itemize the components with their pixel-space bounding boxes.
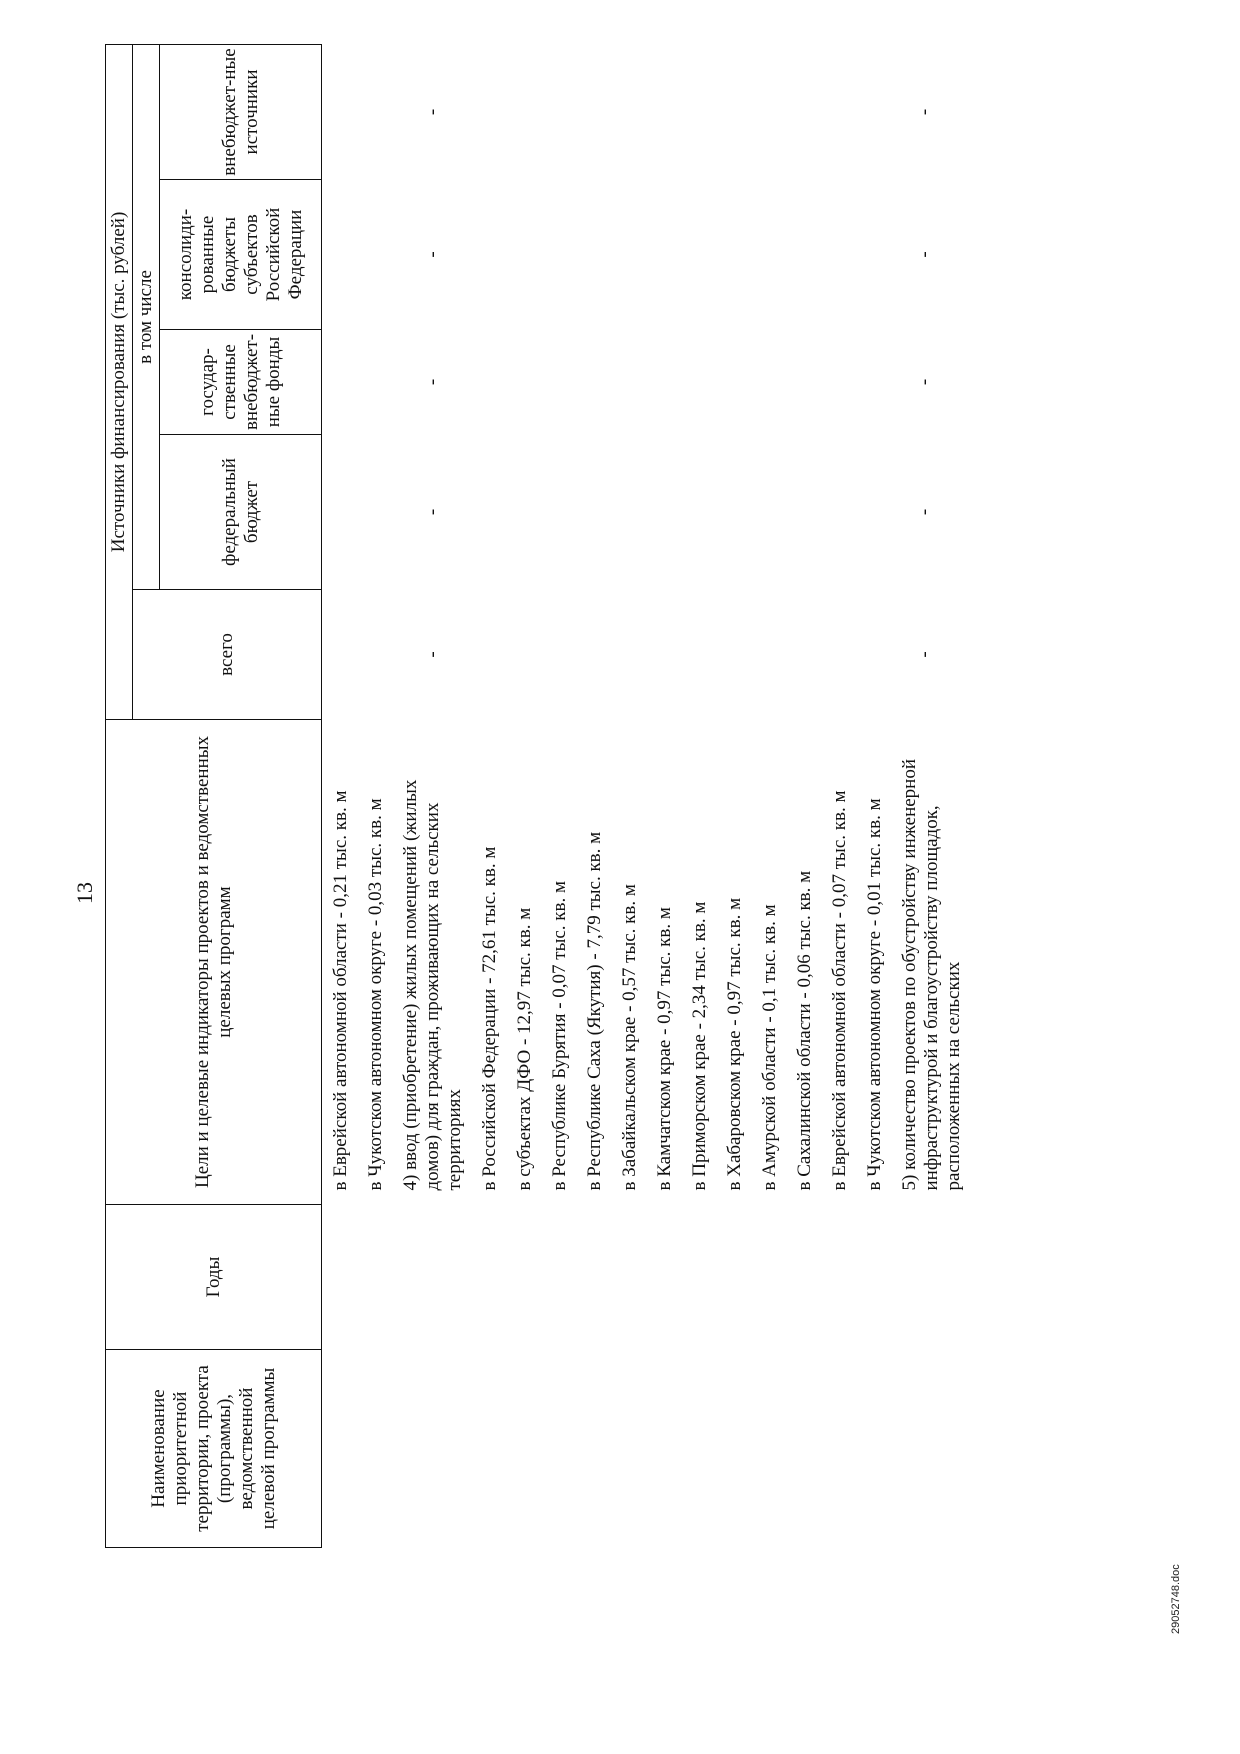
consolidated-cell xyxy=(322,180,979,330)
header-years: Годы xyxy=(106,1205,322,1350)
dash-value: - xyxy=(422,651,443,658)
federal-cell xyxy=(322,435,979,590)
goal-row: 4) ввод (приобретение) жилых помещений (жилых домов) для граждан, проживающих на сельских территориях xyxy=(400,779,465,1191)
dash-value: - xyxy=(422,378,443,386)
document-filename: 29052748.doc xyxy=(1170,1564,1182,1634)
total-cell xyxy=(322,590,979,720)
page-number: 13 xyxy=(72,882,97,904)
dash-value: - xyxy=(914,251,935,258)
dash-value: - xyxy=(914,651,935,658)
goal-row: в Республике Саха (Якутия) - 7,79 тыс. кв. м xyxy=(584,831,605,1191)
goal-row: 5) количество проектов по обустройству инженерной инфраструктурой и благоустройству площадок, расположенных на сельских xyxy=(899,758,964,1191)
goal-row: в Приморском крае - 2,34 тыс. кв. м xyxy=(689,901,710,1191)
goals-cell xyxy=(322,720,979,1205)
gov-funds-cell xyxy=(322,330,979,435)
funding-table xyxy=(105,44,978,1548)
goal-row: в Еврейской автономной области - 0,07 тыс. кв. м xyxy=(829,790,850,1191)
header-state-extrabudget-funds: государ-ственные внебюджет-ные фонды xyxy=(160,330,322,435)
dash-value: - xyxy=(914,508,935,516)
goal-row: в Чукотском автономном округе - 0,01 тыс. кв. м xyxy=(864,798,885,1191)
dash-value: - xyxy=(422,508,443,516)
goal-row: в Чукотском автономном округе - 0,03 тыс. кв. м xyxy=(365,798,386,1191)
goal-row: в Камчатском крае - 0,97 тыс. кв. м xyxy=(654,907,675,1191)
goal-row: в Забайкальском крае - 0,57 тыс. кв. м xyxy=(619,884,640,1191)
header-total: всего xyxy=(133,590,322,720)
goal-row: в Амурской области - 0,1 тыс. кв. м xyxy=(759,904,780,1191)
dash-value: - xyxy=(914,378,935,386)
goal-row: в Еврейской автономной области - 0,21 тыс. кв. м xyxy=(330,790,351,1191)
goal-row: в субъектах ДФО - 12,97 тыс. кв. м xyxy=(514,907,535,1191)
header-extrabudget-sources: внебюджет-ные источники xyxy=(160,44,322,179)
goal-row: в Российской Федерации - 72,61 тыс. кв. м xyxy=(479,846,500,1191)
goal-row: в Республике Бурятия - 0,07 тыс. кв. м xyxy=(549,880,570,1191)
header-consolidated-budgets: консолиди-рованные бюджеты субъектов Российской Федерации xyxy=(160,180,322,330)
header-name: Наименование приоритетной территории, проекта (программы), ведомственной целевой программы xyxy=(106,1350,322,1548)
dash-value: - xyxy=(914,108,935,116)
years-cell xyxy=(322,1205,979,1350)
header-goals: Цели и целевые индикаторы проектов и ведомственных целевых программ xyxy=(106,720,322,1205)
header-including: в том числе xyxy=(133,44,160,589)
header-funding-sources: Источники финансирования (тыс. рублей) xyxy=(106,44,133,719)
dash-value: - xyxy=(422,251,443,258)
dash-value: - xyxy=(422,108,443,116)
goal-row: в Хабаровском крае - 0,97 тыс. кв. м xyxy=(724,897,745,1191)
goal-row: в Сахалинской области - 0,06 тыс. кв. м xyxy=(794,870,815,1191)
header-federal-budget: федеральный бюджет xyxy=(160,435,322,590)
name-cell xyxy=(322,1350,979,1548)
extrabudget-cell xyxy=(322,44,979,179)
